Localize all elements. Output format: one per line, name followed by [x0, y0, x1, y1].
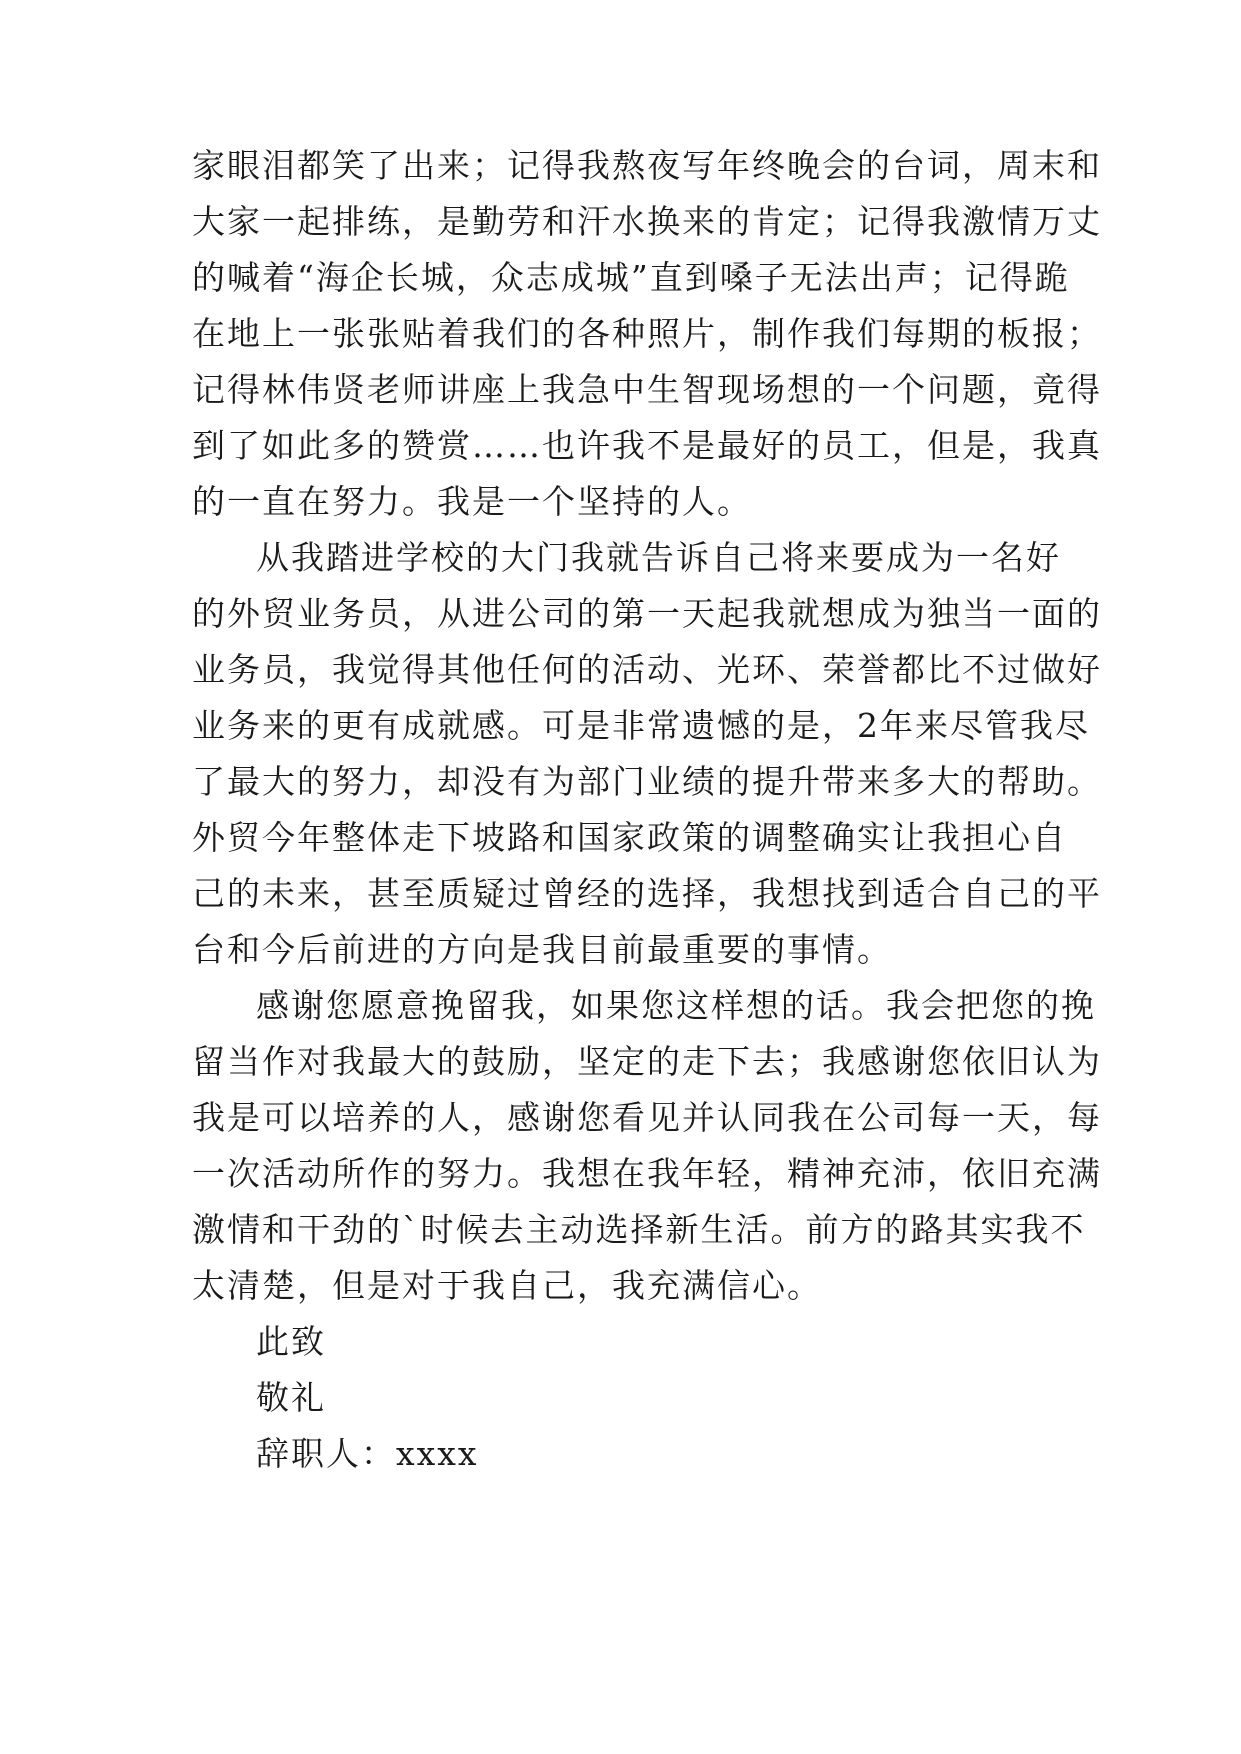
body-line: 外贸今年整体走下坡路和国家政策的调整确实让我担心自 [192, 818, 1067, 857]
paragraph-start-line: 感谢您愿意挽留我，如果您这样想的话。我会把您的挽 [256, 986, 1096, 1025]
closing-salutation: 此致 [256, 1322, 326, 1361]
body-line: 了最大的努力，却没有为部门业绩的提升带来多大的帮助。 [192, 762, 1102, 801]
body-line: 到了如此多的赞赏……也许我不是最好的员工，但是，我真 [192, 426, 1102, 465]
body-line: 太清楚，但是对于我自己，我充满信心。 [192, 1266, 822, 1305]
body-line: 己的未来，甚至质疑过曾经的选择，我想找到适合自己的平 [192, 874, 1102, 913]
signature-line: 辞职人：xxxx [256, 1434, 479, 1473]
body-line: 我是可以培养的人，感谢您看见并认同我在公司每一天，每 [192, 1098, 1102, 1137]
paragraph-start-line: 从我踏进学校的大门我就告诉自己将来要成为一名好 [256, 538, 1061, 577]
closing-regards: 敬礼 [256, 1378, 326, 1417]
body-line: 的一直在努力。我是一个坚持的人。 [192, 482, 752, 521]
body-line: 一次活动所作的努力。我想在我年轻，精神充沛，依旧充满 [192, 1154, 1102, 1193]
body-line: 的喊着“海企长城，众志成城”直到嗓子无法出声；记得跪 [192, 258, 1070, 297]
body-line: 记得林伟贤老师讲座上我急中生智现场想的一个问题，竟得 [192, 370, 1102, 409]
body-line: 在地上一张张贴着我们的各种照片，制作我们每期的板报； [192, 314, 1102, 353]
body-line: 激情和干劲的`时候去主动选择新生活。前方的路其实我不 [192, 1210, 1086, 1249]
body-line: 大家一起排练，是勤劳和汗水换来的肯定；记得我激情万丈 [192, 202, 1102, 241]
body-line: 家眼泪都笑了出来；记得我熬夜写年终晚会的台词，周末和 [192, 146, 1102, 185]
body-line: 业务员，我觉得其他任何的活动、光环、荣誉都比不过做好 [192, 650, 1102, 689]
body-line: 台和今后前进的方向是我目前最重要的事情。 [192, 930, 892, 969]
body-line: 留当作对我最大的鼓励，坚定的走下去；我感谢您依旧认为 [192, 1042, 1102, 1081]
body-line: 业务来的更有成就感。可是非常遗憾的是，2年来尽管我尽 [192, 706, 1090, 745]
body-line: 的外贸业务员，从进公司的第一天起我就想成为独当一面的 [192, 594, 1102, 633]
